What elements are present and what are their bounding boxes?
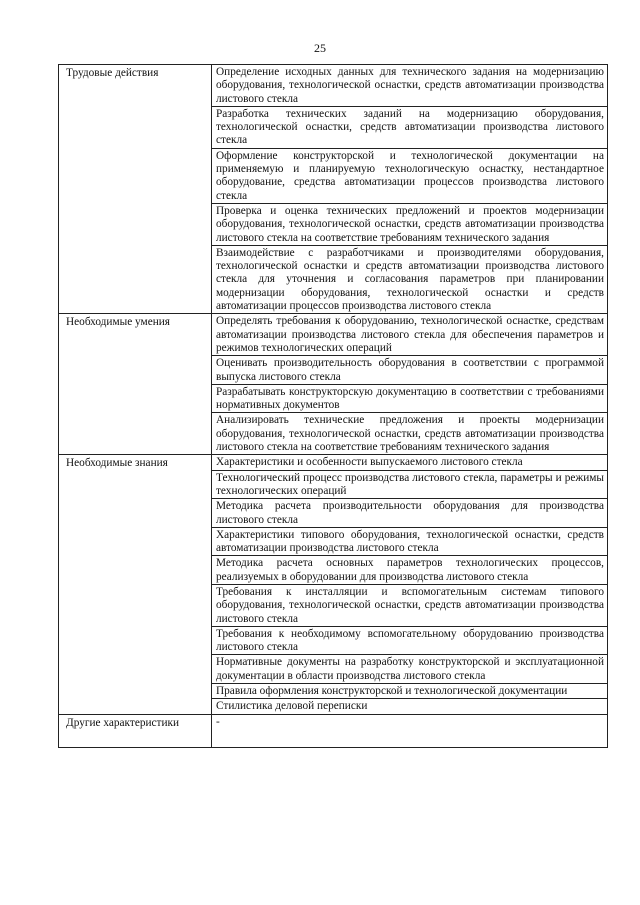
row-content-labor-actions — [212, 65, 608, 314]
list-item: Оценивать производительность оборудования в соответствии с программой выпуска листового стекла — [212, 356, 607, 385]
row-content-knowledge — [212, 455, 608, 714]
list-item: Технологический процесс производства листового стекла, параметры и режимы технологических операций — [212, 471, 607, 500]
list-item: Требования к необходимому вспомогательному оборудованию производства листового стекла — [212, 627, 607, 656]
row-label-labor-actions: Трудовые действия — [59, 65, 212, 314]
list-item: Взаимодействие с разработчиками и производителями оборудования, технологической оснастки и средств автоматизации производства листового стекла для уточнения и согласования параметров при планировании модернизации оборудования, технологической оснастки и средств автоматизации процессов производства листового стекла — [216, 246, 604, 313]
list-item: Правила оформления конструкторской и технологической документации — [212, 684, 607, 699]
list-item: Характеристики и особенности выпускаемого листового стекла — [212, 455, 607, 470]
list-item: Требования к инсталляции и вспомогательным системам типового оборудования, технологической оснастки, средств автоматизации производства листового стекла — [212, 585, 607, 627]
list-item: Разрабатывать конструкторскую документацию в соответствии с требованиями нормативных документов — [212, 385, 607, 414]
row-label-other: Другие характеристики — [59, 714, 212, 747]
page-number: 25 — [314, 41, 326, 55]
list-item: - — [216, 715, 220, 728]
row-label-skills: Необходимые умения — [59, 314, 212, 455]
list-item: Стилистика деловой переписки — [216, 700, 368, 713]
list-item: Определение исходных данных для технического задания на модернизацию оборудования, технологической оснастки, средств автоматизации производства листового стекла — [212, 65, 607, 107]
row-label-knowledge: Необходимые знания — [59, 455, 212, 714]
table-row — [59, 714, 608, 747]
list-item: Нормативные документы на разработку конструкторской и эксплуатационной документации в области производства листового стекла — [212, 655, 607, 684]
list-item: Проверка и оценка технических предложений и проектов модернизации оборудования, технологической оснастки, средств автоматизации производства листового стекла на соответствие требованиям технического задания — [212, 204, 607, 246]
row-content-other — [212, 714, 608, 747]
list-item: Оформление конструкторской и технологической документации на применяемую и планируемую технологическую оснастку, нестандартное оборудование, средства автоматизации процессов производства листового стекла — [212, 149, 607, 204]
table-row — [59, 65, 608, 314]
table-row — [59, 314, 608, 455]
row-content-skills — [212, 314, 608, 455]
list-item: Методика расчета основных параметров технологических процессов, реализуемых в оборудовании для производства листового стекла — [212, 556, 607, 585]
list-item: Методика расчета производительности оборудования для производства листового стекла — [212, 499, 607, 528]
table-row — [59, 455, 608, 714]
competency-table — [58, 64, 608, 748]
list-item: Характеристики типового оборудования, технологической оснастки, средств автоматизации производства листового стекла — [212, 528, 607, 557]
list-item: Разработка технических заданий на модернизацию оборудования, технологической оснастки, средств автоматизации производства листового стекла — [212, 107, 607, 149]
list-item: Анализировать технические предложения и проекты модернизации оборудования, технологической оснастки, средств автоматизации производства листового стекла на соответствие требованиям технического задания — [216, 414, 604, 454]
list-item: Определять требования к оборудованию, технологической оснастке, средствам автоматизации производства листового стекла для обеспечения параметров и режимов технологических операций — [212, 314, 607, 356]
